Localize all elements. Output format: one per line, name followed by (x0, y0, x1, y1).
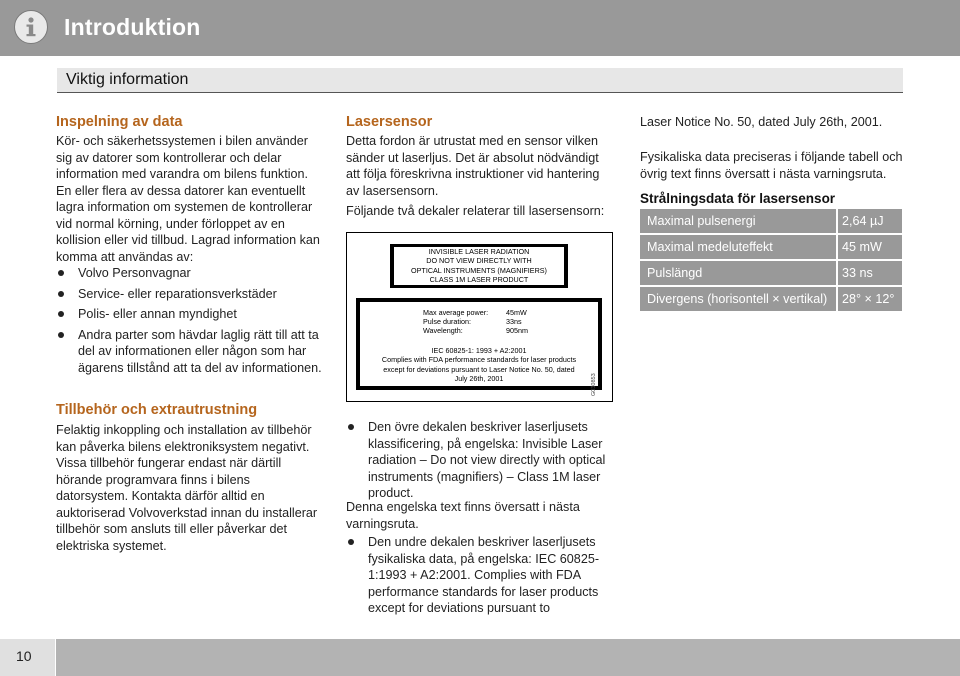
table-row (640, 235, 902, 259)
table-row (640, 209, 902, 233)
table-separator (836, 287, 838, 311)
page-number-text: 10 (16, 648, 32, 664)
col1-para-text: Kör- och säkerhetssystemen i bilen använder sig av datorer som kontrollerar och delar information med varandra om bilens funktion. En eller flera av dessa datorer kan eventuellt lagra information om systemen de kontrollerar vid normal körning, under förloppet av en kollision eller vid tillbud. Lagrad information kan komma att användas av: (56, 134, 320, 264)
table-row (640, 287, 902, 311)
label-line: July 26th, 2001 (454, 374, 504, 384)
table-cell-label: Pulslängd (647, 266, 703, 280)
list-item: Den undre dekalen beskriver laserljusets fysikaliska data, på engelska: IEC 60825-1:1993 + A2:2001. Complies with FDA performance standards for laser products except for deviations pursuant to (346, 534, 614, 617)
table-heading: Strålningsdata för lasersensor (640, 191, 836, 206)
label-top-panel (394, 247, 564, 285)
col2-bullet-list-1 (346, 419, 614, 502)
heading-tillbehor: Tillbehör och extrautrustning (56, 402, 258, 418)
table-cell-value: 28° × 12° (842, 292, 895, 306)
label-bottom-panel (360, 302, 598, 386)
col2-para2-text: Följande två dekaler relaterar till lasersensorn: (346, 204, 605, 218)
col2-paragraph-2 (346, 203, 614, 220)
col1-paragraph (56, 133, 324, 265)
label-line: INVISIBLE LASER RADIATION (428, 247, 530, 256)
page-number (0, 639, 56, 676)
col1-bullet-list (56, 265, 324, 376)
label-line: OPTICAL INSTRUMENTS (MAGNIFIERS) (411, 265, 547, 275)
footer-bar (0, 639, 960, 676)
spec-value: 45mW (506, 308, 527, 317)
label-line: CLASS 1M LASER PRODUCT (429, 275, 529, 285)
spec-key: Wavelength: (423, 326, 463, 335)
heading-lasersensor: Lasersensor (346, 114, 433, 130)
list-item: Volvo Personvagnar (56, 265, 324, 282)
label-line: Complies with FDA performance standards for laser products (381, 355, 577, 365)
info-icon (14, 10, 48, 44)
spec-key: Max average power: (423, 308, 489, 317)
col2-para1-text: Detta fordon är utrustat med en sensor vilken sänder ut laserljus. Det är absolut nödvändigt att följa föreskrivna instruktioner vid hantering av lasersensorn. (346, 134, 600, 198)
label-code: G030853 (591, 373, 597, 396)
col3-paragraph (640, 149, 906, 182)
col1-paragraph-2 (56, 422, 324, 554)
spec-value: 33ns (506, 317, 522, 326)
table-cell-label: Maximal pulsenergi (647, 214, 756, 228)
col3-cont-text: Laser Notice No. 50, dated July 26th, 2001. (640, 115, 883, 129)
table-separator (836, 209, 838, 233)
col2-bullet-list-2 (346, 534, 614, 617)
spec-key: Pulse duration: (423, 317, 471, 326)
table-cell-value: 45 mW (842, 240, 882, 254)
table-cell-value: 2,64 µJ (842, 214, 884, 228)
col1-para2-text: Felaktig inkoppling och installation av tillbehör kan påverka bilens elektroniksystem negativt. Vissa tillbehör fungerar endast när därtill hörande programvara finns i bilens datorsystem. Kontakta därför alltid en auktoriserad Volvoverkstad innan du installerar tillbehör som ansluts till eller påverkar det elektriska systemet. (56, 423, 318, 553)
section-title: Viktig information (66, 71, 189, 88)
list-item: Service- eller reparationsverkstäder (56, 286, 324, 303)
list-item: Den övre dekalen beskriver laserljusets klassificering, på engelska: Invisible Laser radiation – Do not view directly with optical instruments (magnifiers) – Class 1M laser product. (346, 419, 614, 502)
col2-paragraph-3 (346, 499, 614, 532)
list-item: Polis- eller annan myndighet (56, 306, 324, 323)
col2-para3-text: Denna engelska text finns översatt i nästa varningsruta. (346, 500, 580, 531)
table-separator (836, 261, 838, 285)
table-row (640, 261, 902, 285)
col3-continuation (640, 114, 902, 131)
col3-para-text: Fysikaliska data preciseras i följande tabell och övrig text finns översatt i nästa varningsruta. (640, 150, 903, 181)
label-line: IEC 60825-1: 1993 + A2:2001 (431, 346, 527, 355)
spec-value: 905nm (506, 326, 528, 335)
table-cell-value: 33 ns (842, 266, 873, 280)
table-separator (836, 235, 838, 259)
page-title: Introduktion (64, 14, 201, 40)
table-cell-label: Maximal medeluteffekt (647, 240, 773, 254)
list-item: Andra parter som hävdar laglig rätt till att ta del av informationen eller någon som har ägarens tillstånd att ta del av informationen. (56, 327, 324, 377)
table-cell-label: Divergens (horisontell × vertikal) (647, 292, 828, 306)
label-line: DO NOT VIEW DIRECTLY WITH (426, 256, 532, 266)
heading-inspelning: Inspelning av data (56, 114, 183, 130)
col2-paragraph-1 (346, 133, 612, 199)
label-line: except for deviations pursuant to Laser Notice No. 50, dated (383, 364, 575, 374)
